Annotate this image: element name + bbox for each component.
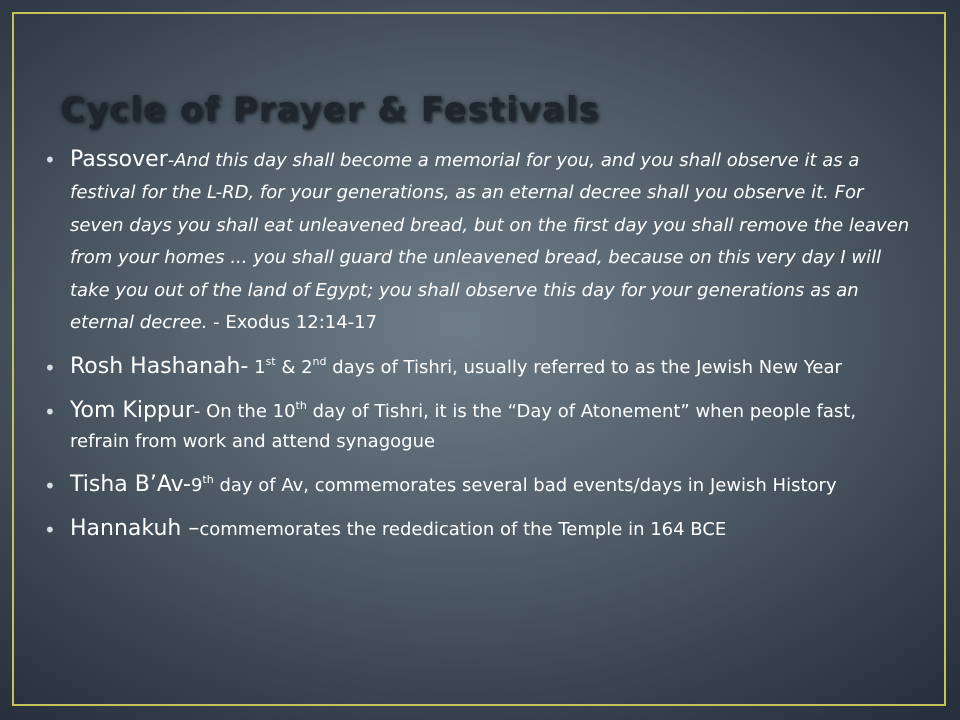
item-quote: -And this day shall become a memorial for you, and you shall observe it as a festival for the L-RD, for your generations, as an eternal decree shall you observe it. For seven days you shall eat unleavened bread, but on the first day you shall remove the leaven from your homes ... you shall guard the unleavened bread, because on this very day I will take you out of the land of Egypt; you shall observe this day for your generations as an eternal decree. [70, 150, 910, 334]
ordinal-suffix: th [202, 473, 214, 487]
list-item-tisha-bav [44, 470, 920, 501]
list-item-yom-kippur [44, 396, 920, 457]
item-heading: Passover [70, 147, 168, 172]
bullet-list [44, 144, 920, 558]
list-item-rosh-hashanah [44, 352, 920, 383]
item-heading: Tisha B’Av- [70, 472, 191, 498]
item-text: & 2 [275, 357, 313, 379]
item-heading: Rosh Hashanah- [70, 354, 249, 380]
item-text: commemorates the rededication of the Temple in 164 BCE [199, 519, 727, 541]
list-item-passover [44, 144, 920, 339]
bullet-dot-icon: • [44, 148, 56, 172]
ordinal-suffix: th [295, 399, 307, 413]
item-text: day of Av, commemorates several bad events/days in Jewish History [213, 475, 837, 497]
ordinal-suffix: st [265, 355, 276, 369]
ordinal-suffix: nd [312, 355, 327, 369]
item-text: 9 [190, 475, 203, 497]
list-item-hannakuh [44, 514, 920, 545]
item-text: day of Tishri, it is the “Day of Atonement” when people fast, refrain from work and attend synagogue [70, 401, 857, 453]
item-citation: - Exodus 12:14-17 [207, 312, 378, 334]
item-text: 1 [248, 357, 266, 379]
item-heading: Yom Kippur [70, 398, 194, 424]
item-text: days of Tishri, usually referred to as the Jewish New Year [326, 357, 842, 379]
bullet-dot-icon: • [44, 518, 56, 543]
item-text: - On the 10 [193, 401, 296, 423]
bullet-dot-icon: • [44, 400, 56, 425]
bullet-dot-icon: • [44, 356, 56, 381]
item-heading: Hannakuh – [70, 516, 200, 542]
bullet-dot-icon: • [44, 474, 56, 499]
slide-title: Cycle of Prayer & Festivals [60, 90, 600, 130]
